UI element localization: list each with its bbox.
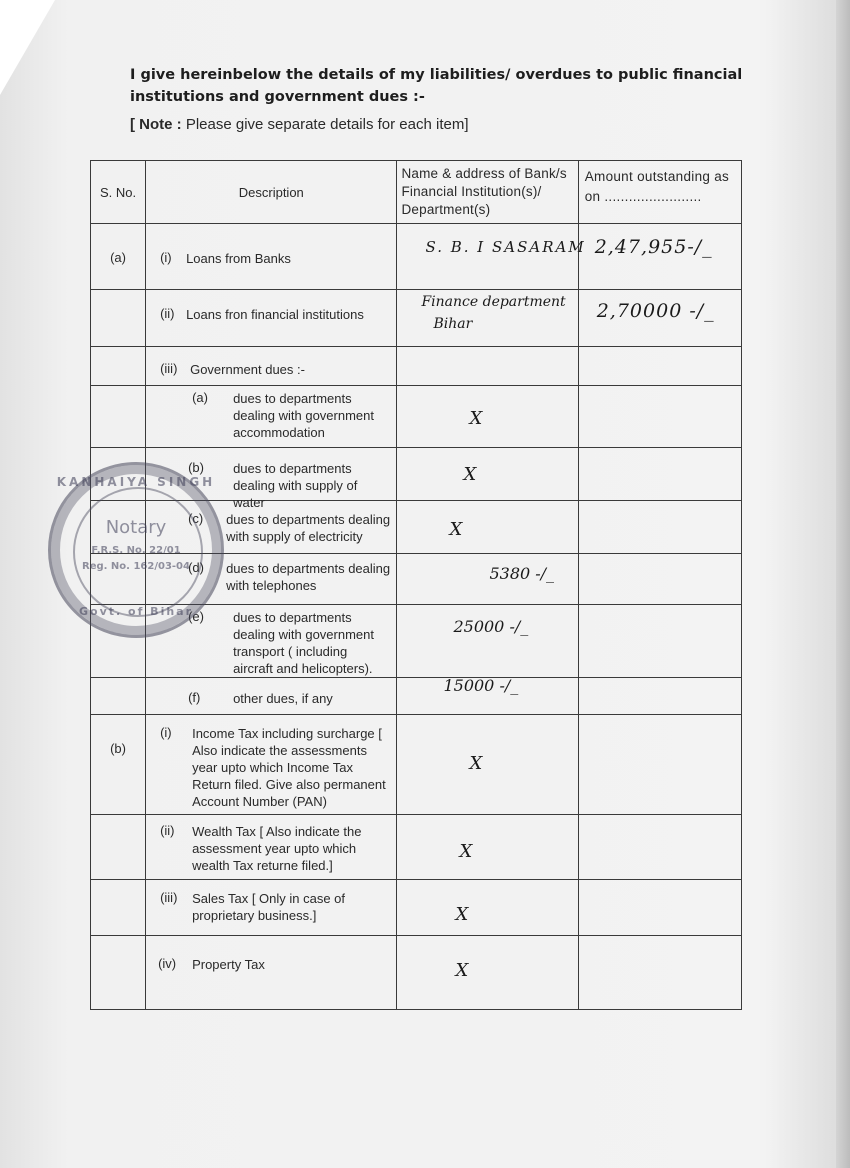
row-description (146, 501, 397, 554)
row-amount-cell (578, 501, 741, 554)
row-amount-cell (578, 554, 741, 605)
table-row (91, 448, 742, 501)
row-sno: (a) (91, 224, 146, 290)
handwritten-cross: X (463, 464, 477, 485)
handwritten-cross: X (455, 960, 469, 981)
row-description (146, 880, 397, 936)
table-row (91, 715, 742, 815)
item-text: Government dues :- (190, 362, 305, 377)
row-bank-cell (397, 347, 578, 386)
header-amount-line2: on ........................ (584, 189, 702, 204)
stamp-title: Notary (105, 517, 167, 538)
row-bank-cell (397, 678, 578, 715)
row-description (146, 224, 397, 290)
row-description (146, 715, 397, 815)
subitem-text: dues to departments dealing with government transport ( including aircraft and helicopters). (233, 610, 374, 676)
item-text: Loans fron financial institutions (186, 307, 364, 322)
row-sno-empty (91, 605, 146, 678)
row-bank-cell (397, 815, 578, 880)
header-amount (578, 161, 741, 224)
stamp-line2: Reg. No. 162/03-04 (82, 561, 190, 572)
row-sno: (b) (91, 715, 146, 815)
item-number: (i) (160, 250, 172, 265)
row-description (146, 815, 397, 880)
row-description (146, 936, 397, 1010)
row-bank-cell (397, 501, 578, 554)
item-text: Sales Tax [ Only in case of proprietary business.] (192, 891, 346, 923)
handwritten-cross: X (449, 519, 463, 540)
item-number: (ii) (160, 823, 175, 838)
row-sno-empty (91, 501, 146, 554)
subitem-number: (f) (188, 690, 201, 705)
row-bank-cell (397, 936, 578, 1010)
stamp-line1: F.R.S. No. 22/01 (91, 545, 181, 556)
item-number: (iii) (160, 361, 178, 376)
page-corner-fold (0, 0, 55, 95)
subitem-number: (b) (188, 460, 204, 475)
note-line (130, 116, 469, 133)
item-text: Property Tax (192, 957, 265, 972)
subitem-text: dues to departments dealing with telephones (226, 561, 391, 593)
row-amount-cell (578, 224, 741, 290)
subitem-text: dues to departments dealing with government accommodation (233, 391, 374, 440)
item-number: (iv) (158, 956, 177, 971)
row-sno-empty (91, 347, 146, 386)
item-text: Wealth Tax [ Also indicate the assessment year upto which wealth Tax returne filed.] (192, 824, 362, 873)
table-row (91, 936, 742, 1010)
subitem-text: dues to departments dealing with supply of electricity (226, 512, 391, 544)
row-sno-empty (91, 448, 146, 501)
handwritten-amount: 2,47,955-/_ (594, 236, 713, 258)
row-description (146, 290, 397, 347)
header-description: Description (146, 161, 397, 224)
header-amount-line1: Amount outstanding as (584, 169, 730, 184)
row-description (146, 386, 397, 448)
subitem-text: other dues, if any (233, 691, 333, 706)
row-amount-cell (578, 347, 741, 386)
row-bank-cell (397, 290, 578, 347)
row-description (146, 448, 397, 510)
row-sno-empty (91, 678, 146, 715)
row-amount-cell (578, 290, 741, 347)
subitem-number: (c) (188, 511, 204, 526)
row-bank-cell (397, 554, 578, 605)
row-bank-cell (397, 605, 578, 678)
handwritten-bank-line2: Bihar (433, 316, 473, 332)
subitem-number: (e) (188, 609, 204, 624)
table-row (91, 815, 742, 880)
row-amount-cell (578, 448, 741, 501)
row-amount-cell (578, 880, 741, 936)
row-amount-cell (578, 605, 741, 678)
table-row (91, 605, 742, 678)
note-label: [ Note : (130, 116, 182, 133)
liabilities-table (90, 160, 742, 1010)
row-description (146, 605, 397, 678)
row-sno-empty (91, 880, 146, 936)
row-bank-cell (397, 224, 586, 290)
table-row (91, 880, 742, 936)
table-header-row (91, 161, 742, 224)
header-sno: S. No. (91, 161, 146, 224)
item-number: (ii) (160, 306, 175, 321)
item-text: Loans from Banks (186, 251, 291, 266)
row-amount-cell (578, 815, 741, 880)
table-row (91, 678, 742, 715)
table-row (91, 554, 742, 605)
handwritten-bank: S. B. I SASARAM (425, 238, 586, 256)
row-bank-cell (397, 386, 578, 448)
row-amount-cell (578, 386, 741, 448)
table-row (91, 386, 742, 448)
row-sno-empty (91, 290, 146, 347)
table-row (91, 224, 742, 290)
handwritten-bank-line1: Finance department (421, 294, 566, 310)
note-text: Please give separate details for each item] (185, 116, 469, 133)
header-bank: Name & address of Bank/s Financial Institution(s)/ Department(s) (397, 161, 578, 224)
stamp-name: KANHAIYA SINGH (56, 475, 216, 489)
handwritten-amount: 5380 -/_ (489, 564, 555, 583)
handwritten-amount: 25000 -/_ (453, 617, 529, 636)
row-description (146, 347, 397, 386)
row-sno-empty (91, 386, 146, 448)
row-description (146, 678, 397, 715)
table-row (91, 290, 742, 347)
row-bank-cell (397, 448, 578, 501)
row-amount-cell (578, 678, 741, 715)
handwritten-cross: X (469, 753, 483, 774)
handwritten-amount: 2,70000 -/_ (596, 300, 715, 322)
handwritten-cross: X (459, 841, 473, 862)
stamp-bottom: Govt. of Bihar (78, 605, 194, 618)
row-amount-cell (578, 715, 741, 815)
row-description (146, 554, 397, 605)
table-row (91, 347, 742, 386)
page-edge-shadow (836, 0, 850, 1168)
row-bank-cell (397, 715, 578, 815)
row-amount-cell (578, 936, 741, 1010)
table-row (91, 501, 742, 554)
item-text: Income Tax including surcharge [ Also indicate the assessments year upto which Income Tax Return filed. Give also permanent Account Number (PAN) (192, 726, 386, 809)
row-bank-cell (397, 880, 578, 936)
declaration-heading: I give hereinbelow the details of my liabilities/ overdues to public financial institutions and government dues :- (130, 67, 743, 105)
subitem-number: (d) (188, 560, 204, 575)
handwritten-amount: 15000 -/_ (443, 676, 519, 695)
subitem-text: dues to departments dealing with supply of water (233, 461, 358, 510)
subitem-number: (a) (192, 390, 208, 405)
handwritten-cross: X (455, 904, 469, 925)
row-sno-empty (91, 554, 146, 605)
handwritten-cross: X (469, 408, 483, 429)
row-sno-empty (91, 815, 146, 880)
item-number: (i) (160, 725, 172, 740)
item-number: (iii) (160, 890, 178, 905)
row-sno-empty (91, 936, 146, 1010)
